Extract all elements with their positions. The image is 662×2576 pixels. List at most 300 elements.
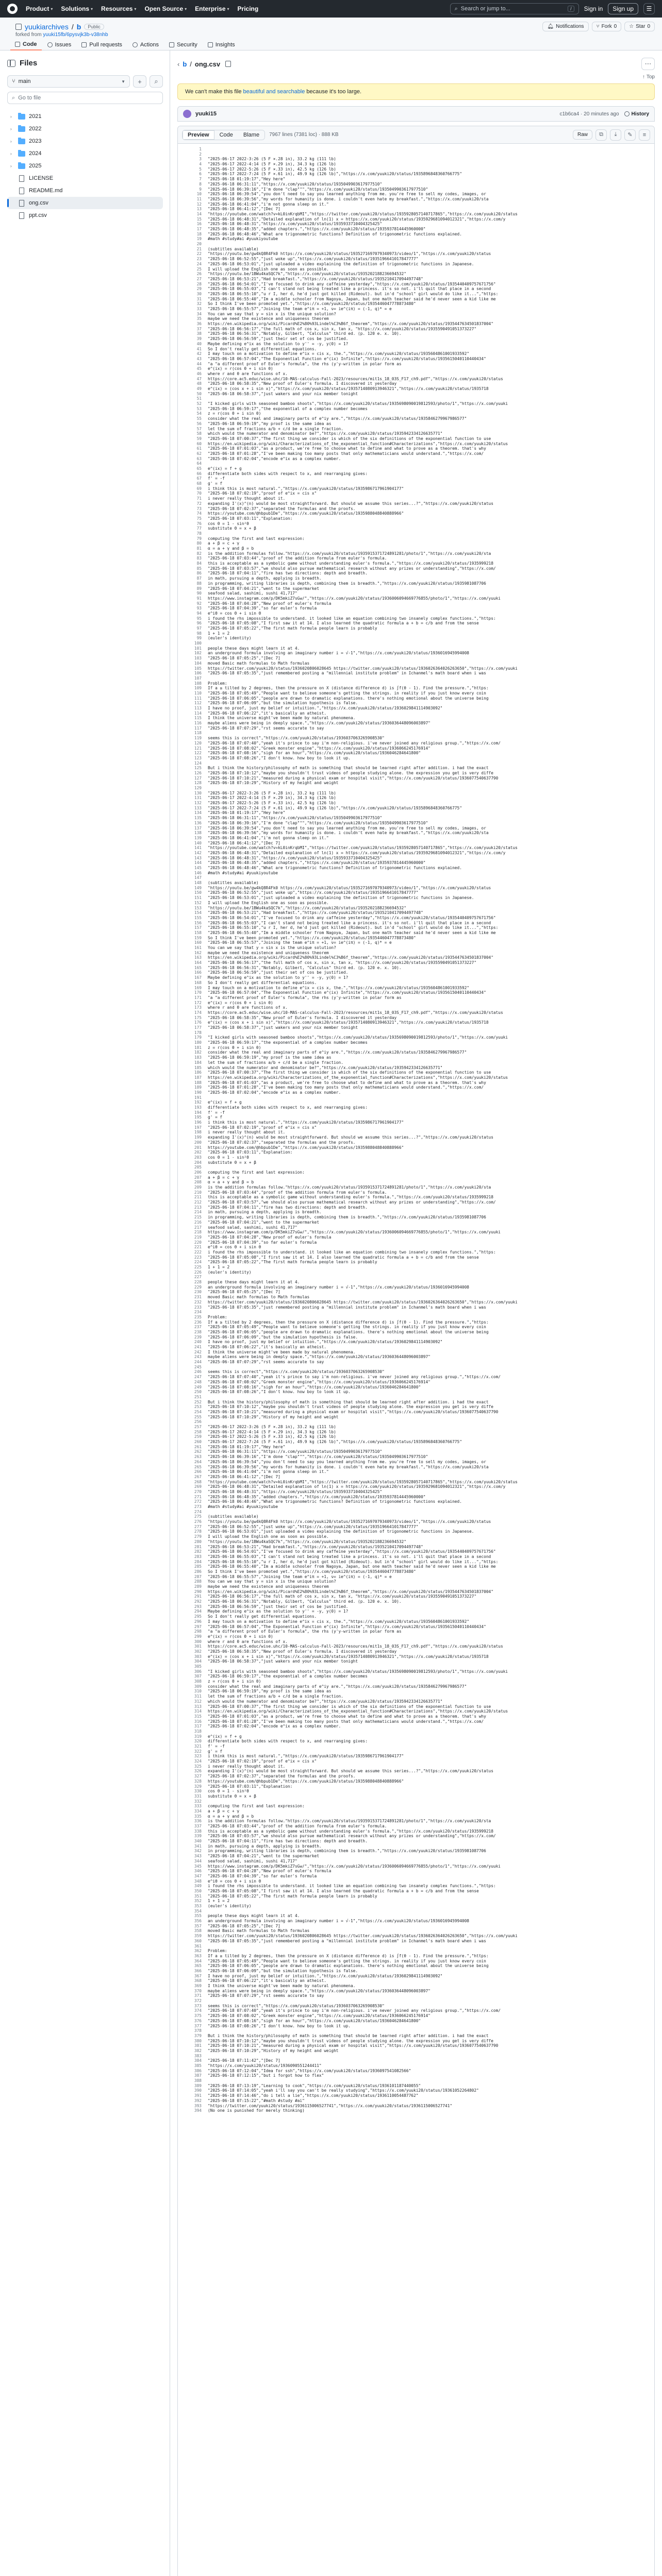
line-number[interactable]: 249 bbox=[194, 1384, 202, 1389]
line-number[interactable]: 100 bbox=[194, 641, 202, 646]
line-number[interactable]: 244 bbox=[194, 1360, 202, 1365]
search-files-button[interactable] bbox=[150, 75, 163, 88]
line-number[interactable]: 212 bbox=[194, 1200, 202, 1205]
line-number[interactable]: 384 bbox=[194, 2058, 202, 2063]
line-number[interactable]: 333 bbox=[194, 1804, 202, 1809]
line-number[interactable]: 316 bbox=[194, 1719, 202, 1724]
line-number[interactable]: 251 bbox=[194, 1394, 202, 1399]
avatar[interactable] bbox=[183, 110, 191, 118]
tree-file[interactable] bbox=[7, 197, 163, 209]
line-number[interactable]: 357 bbox=[194, 1923, 202, 1928]
line-number[interactable]: 297 bbox=[194, 1624, 202, 1629]
line-number[interactable]: 26 bbox=[196, 272, 202, 277]
line-number[interactable]: 110 bbox=[194, 690, 202, 696]
sidebar-expand-icon[interactable]: ‹ bbox=[177, 60, 180, 68]
symbols-panel-icon[interactable]: ≡ bbox=[639, 129, 650, 141]
line-number[interactable]: 331 bbox=[194, 1793, 202, 1799]
line-number[interactable]: 286 bbox=[194, 1569, 202, 1574]
line-number[interactable]: 376 bbox=[194, 2018, 202, 2023]
line-number[interactable]: 303 bbox=[194, 1654, 202, 1659]
nav-enterprise[interactable]: Enterprise ▾ bbox=[195, 5, 229, 12]
line-number[interactable]: 338 bbox=[194, 1828, 202, 1834]
line-number[interactable]: 320 bbox=[194, 1739, 202, 1744]
line-number[interactable]: 310 bbox=[194, 1689, 202, 1694]
line-number[interactable]: 15 bbox=[196, 216, 202, 222]
line-number[interactable]: 85 bbox=[196, 566, 202, 571]
forked-from-link[interactable]: yuuki15fb/6pysvjk3b-v38nhb bbox=[43, 32, 108, 38]
line-number[interactable]: 114 bbox=[194, 710, 202, 716]
line-number[interactable]: 280 bbox=[194, 1539, 202, 1544]
line-number[interactable]: 314 bbox=[194, 1709, 202, 1714]
line-number[interactable]: 102 bbox=[194, 651, 202, 656]
line-number[interactable]: 8 bbox=[199, 181, 202, 187]
line-number[interactable]: 385 bbox=[194, 2063, 202, 2068]
line-number[interactable]: 323 bbox=[194, 1754, 202, 1759]
line-number[interactable]: 214 bbox=[194, 1210, 202, 1215]
line-number[interactable]: 198 bbox=[194, 1130, 202, 1135]
tab-pull-requests[interactable]: Pull requests bbox=[77, 39, 127, 50]
line-number[interactable]: 187 bbox=[194, 1075, 202, 1080]
line-number[interactable]: 181 bbox=[194, 1045, 202, 1050]
line-number[interactable]: 17 bbox=[196, 227, 202, 231]
line-number[interactable]: 150 bbox=[194, 890, 202, 895]
line-number[interactable]: 73 bbox=[196, 506, 202, 511]
line-number[interactable]: 269 bbox=[194, 1484, 202, 1489]
line-number[interactable]: 322 bbox=[194, 1749, 202, 1754]
line-number[interactable]: 210 bbox=[194, 1190, 202, 1195]
line-number[interactable]: 292 bbox=[194, 1599, 202, 1604]
line-number[interactable]: 350 bbox=[194, 1888, 202, 1893]
tree-file[interactable] bbox=[7, 172, 163, 184]
line-number[interactable]: 254 bbox=[194, 1409, 202, 1414]
line-number[interactable]: 208 bbox=[194, 1180, 202, 1185]
line-number[interactable]: 60 bbox=[196, 441, 202, 446]
line-number[interactable]: 277 bbox=[194, 1524, 202, 1529]
line-number[interactable]: 344 bbox=[194, 1858, 202, 1863]
line-number[interactable]: 48 bbox=[196, 381, 202, 386]
line-number[interactable]: 154 bbox=[194, 910, 202, 916]
line-number[interactable]: 226 bbox=[194, 1269, 202, 1275]
line-number[interactable]: 262 bbox=[194, 1449, 202, 1454]
line-number[interactable]: 209 bbox=[194, 1185, 202, 1190]
line-number[interactable]: 39 bbox=[196, 336, 202, 342]
line-number[interactable]: 160 bbox=[194, 940, 202, 945]
line-number[interactable]: 155 bbox=[194, 915, 202, 920]
line-number[interactable]: 9 bbox=[199, 187, 202, 192]
nav-open-source[interactable]: Open Source ▾ bbox=[144, 5, 187, 12]
line-number[interactable]: 319 bbox=[194, 1734, 202, 1739]
line-number[interactable]: 41 bbox=[196, 346, 202, 351]
line-number[interactable]: 47 bbox=[196, 376, 202, 381]
line-number[interactable]: 380 bbox=[194, 2038, 202, 2043]
line-number[interactable]: 63 bbox=[196, 456, 202, 461]
line-number[interactable]: 252 bbox=[194, 1399, 202, 1404]
tree-file[interactable] bbox=[7, 209, 163, 222]
line-number[interactable]: 56 bbox=[196, 421, 202, 426]
line-number[interactable]: 307 bbox=[194, 1674, 202, 1679]
line-number[interactable]: 309 bbox=[194, 1684, 202, 1689]
line-number[interactable]: 288 bbox=[194, 1579, 202, 1584]
line-number[interactable]: 33 bbox=[196, 307, 202, 311]
line-number[interactable]: 374 bbox=[194, 2008, 202, 2013]
line-number[interactable]: 125 bbox=[194, 766, 202, 771]
line-number[interactable]: 230 bbox=[194, 1290, 202, 1295]
line-number[interactable]: 11 bbox=[196, 196, 202, 201]
line-number[interactable]: 129 bbox=[194, 786, 202, 790]
line-number[interactable]: 349 bbox=[194, 1884, 202, 1889]
line-number[interactable]: 378 bbox=[194, 2028, 202, 2033]
line-number[interactable]: 302 bbox=[194, 1649, 202, 1654]
line-number[interactable]: 27 bbox=[196, 276, 202, 281]
line-number[interactable]: 25 bbox=[196, 266, 202, 272]
line-number[interactable]: 111 bbox=[194, 696, 202, 701]
line-number[interactable]: 247 bbox=[194, 1375, 202, 1380]
line-number[interactable]: 313 bbox=[194, 1704, 202, 1709]
line-number[interactable]: 16 bbox=[196, 222, 202, 227]
line-number[interactable]: 106 bbox=[194, 671, 202, 676]
line-number[interactable]: 201 bbox=[194, 1145, 202, 1150]
tree-folder[interactable] bbox=[7, 123, 163, 135]
line-number[interactable]: 176 bbox=[194, 1020, 202, 1025]
line-number[interactable]: 342 bbox=[194, 1849, 202, 1854]
tree-folder[interactable] bbox=[7, 110, 163, 123]
line-number[interactable]: 57 bbox=[196, 426, 202, 431]
line-number[interactable]: 389 bbox=[194, 2083, 202, 2088]
line-number[interactable]: 38 bbox=[196, 331, 202, 336]
line-number[interactable]: 143 bbox=[194, 855, 202, 860]
notifications-button[interactable]: 🔔︎ Notifications bbox=[542, 22, 588, 31]
line-number[interactable]: 49 bbox=[196, 386, 202, 391]
tree-folder[interactable] bbox=[7, 135, 163, 147]
line-number[interactable]: 127 bbox=[194, 775, 202, 781]
line-number[interactable]: 256 bbox=[194, 1419, 202, 1425]
line-number[interactable]: 205 bbox=[194, 1165, 202, 1170]
line-number[interactable]: 167 bbox=[194, 975, 202, 980]
line-number[interactable]: 168 bbox=[194, 980, 202, 985]
line-number[interactable]: 105 bbox=[194, 666, 202, 671]
line-number[interactable]: 253 bbox=[194, 1404, 202, 1410]
line-number[interactable]: 174 bbox=[194, 1010, 202, 1015]
tree-folder[interactable] bbox=[7, 160, 163, 172]
line-number[interactable]: 196 bbox=[194, 1120, 202, 1125]
copy-path-icon[interactable] bbox=[225, 61, 231, 67]
line-number[interactable]: 358 bbox=[194, 1928, 202, 1934]
line-number[interactable]: 35 bbox=[196, 316, 202, 321]
line-number[interactable]: 175 bbox=[194, 1015, 202, 1020]
line-number[interactable]: 274 bbox=[194, 1509, 202, 1514]
line-number[interactable]: 318 bbox=[194, 1728, 202, 1734]
line-number[interactable]: 326 bbox=[194, 1769, 202, 1774]
line-number[interactable]: 282 bbox=[194, 1549, 202, 1554]
line-number[interactable]: 329 bbox=[194, 1784, 202, 1789]
line-number[interactable]: 231 bbox=[194, 1295, 202, 1300]
line-number[interactable]: 291 bbox=[194, 1594, 202, 1599]
line-number[interactable]: 386 bbox=[194, 2068, 202, 2073]
line-number[interactable]: 383 bbox=[194, 2053, 202, 2058]
line-number[interactable]: 300 bbox=[194, 1639, 202, 1644]
line-number[interactable]: 393 bbox=[194, 2103, 202, 2108]
code-button[interactable]: Code bbox=[214, 130, 238, 140]
line-number[interactable]: 362 bbox=[194, 1948, 202, 1954]
line-number[interactable]: 75 bbox=[196, 516, 202, 521]
line-number[interactable]: 355 bbox=[194, 1913, 202, 1919]
line-number[interactable]: 152 bbox=[194, 900, 202, 905]
line-number[interactable]: 172 bbox=[194, 1000, 202, 1005]
line-number[interactable]: 22 bbox=[196, 251, 202, 257]
line-number[interactable]: 235 bbox=[194, 1314, 202, 1319]
add-file-button[interactable] bbox=[133, 75, 146, 88]
line-number[interactable]: 124 bbox=[194, 760, 202, 766]
line-number[interactable]: 354 bbox=[194, 1908, 202, 1913]
repo-owner-link[interactable]: yuukiarchives bbox=[25, 23, 69, 31]
line-number[interactable]: 13 bbox=[196, 207, 202, 212]
line-number[interactable]: 267 bbox=[194, 1474, 202, 1479]
breadcrumb-repo-link[interactable]: b bbox=[183, 60, 187, 68]
line-number[interactable]: 229 bbox=[194, 1284, 202, 1290]
line-number[interactable]: 257 bbox=[194, 1425, 202, 1429]
line-number[interactable]: 142 bbox=[194, 850, 202, 855]
line-number[interactable]: 197 bbox=[194, 1125, 202, 1130]
line-number[interactable]: 134 bbox=[194, 810, 202, 816]
nav-pricing[interactable]: Pricing bbox=[237, 5, 259, 12]
line-number[interactable]: 219 bbox=[194, 1234, 202, 1240]
line-number[interactable]: 34 bbox=[196, 311, 202, 316]
star-button[interactable]: ☆ Star 0 bbox=[624, 22, 655, 31]
line-number[interactable]: 131 bbox=[194, 795, 202, 801]
line-number[interactable]: 265 bbox=[194, 1464, 202, 1469]
line-number[interactable]: 20 bbox=[196, 242, 202, 247]
line-number[interactable]: 179 bbox=[194, 1035, 202, 1040]
line-number[interactable]: 122 bbox=[194, 751, 202, 756]
line-number[interactable]: 334 bbox=[194, 1808, 202, 1814]
line-number[interactable]: 237 bbox=[194, 1325, 202, 1330]
line-number[interactable]: 299 bbox=[194, 1634, 202, 1639]
line-number[interactable]: 3 bbox=[199, 157, 202, 162]
line-number[interactable]: 74 bbox=[196, 511, 202, 516]
line-number[interactable]: 45 bbox=[196, 366, 202, 371]
line-number[interactable]: 58 bbox=[196, 431, 202, 436]
edit-icon[interactable]: ✎ bbox=[624, 129, 636, 141]
line-number[interactable]: 4 bbox=[199, 162, 202, 167]
line-number[interactable]: 128 bbox=[194, 781, 202, 786]
line-number[interactable]: 324 bbox=[194, 1759, 202, 1764]
beautiful-searchable-link[interactable]: beautiful and searchable bbox=[243, 89, 305, 95]
line-number[interactable]: 258 bbox=[194, 1429, 202, 1434]
line-number[interactable]: 166 bbox=[194, 970, 202, 975]
line-number[interactable]: 145 bbox=[194, 866, 202, 870]
line-number[interactable]: 165 bbox=[194, 965, 202, 970]
line-number[interactable]: 87 bbox=[196, 576, 202, 581]
line-number[interactable]: 275 bbox=[194, 1514, 202, 1519]
line-number[interactable]: 260 bbox=[194, 1439, 202, 1445]
line-number[interactable]: 171 bbox=[194, 995, 202, 1000]
line-number[interactable]: 52 bbox=[196, 401, 202, 406]
fork-button[interactable]: ⑂ Fork 0 bbox=[592, 22, 622, 31]
line-number[interactable]: 345 bbox=[194, 1863, 202, 1869]
tab-actions[interactable]: Actions bbox=[128, 39, 163, 50]
line-number[interactable]: 79 bbox=[196, 536, 202, 541]
line-number[interactable]: 211 bbox=[194, 1195, 202, 1200]
line-number[interactable]: 360 bbox=[194, 1938, 202, 1943]
line-number[interactable]: 228 bbox=[194, 1280, 202, 1285]
line-number[interactable]: 184 bbox=[194, 1060, 202, 1065]
line-number[interactable]: 312 bbox=[194, 1699, 202, 1704]
line-number[interactable]: 379 bbox=[194, 2033, 202, 2038]
line-number[interactable]: 268 bbox=[194, 1479, 202, 1484]
line-number[interactable]: 192 bbox=[194, 1100, 202, 1105]
line-number[interactable]: 130 bbox=[194, 790, 202, 795]
line-number[interactable]: 163 bbox=[194, 955, 202, 960]
line-number[interactable]: 363 bbox=[194, 1953, 202, 1958]
line-number[interactable]: 368 bbox=[194, 1978, 202, 1984]
line-number[interactable]: 103 bbox=[194, 656, 202, 661]
line-number[interactable]: 66 bbox=[196, 471, 202, 476]
line-number[interactable]: 149 bbox=[194, 885, 202, 890]
line-number[interactable]: 93 bbox=[196, 606, 202, 611]
line-number[interactable]: 67 bbox=[196, 476, 202, 481]
line-number[interactable]: 270 bbox=[194, 1489, 202, 1494]
line-number[interactable]: 394 bbox=[194, 2108, 202, 2113]
line-number[interactable]: 352 bbox=[194, 1899, 202, 1904]
line-number[interactable]: 207 bbox=[194, 1175, 202, 1180]
line-number[interactable]: 21 bbox=[196, 246, 202, 251]
line-number[interactable]: 50 bbox=[196, 391, 202, 396]
line-number[interactable]: 233 bbox=[194, 1304, 202, 1310]
line-number[interactable]: 120 bbox=[194, 740, 202, 745]
line-number[interactable]: 185 bbox=[194, 1065, 202, 1070]
line-number[interactable]: 224 bbox=[194, 1260, 202, 1265]
line-number[interactable]: 293 bbox=[194, 1604, 202, 1609]
line-number[interactable]: 388 bbox=[194, 2078, 202, 2083]
line-number[interactable]: 62 bbox=[196, 451, 202, 456]
line-number[interactable]: 113 bbox=[194, 706, 202, 710]
line-number[interactable]: 188 bbox=[194, 1080, 202, 1085]
line-number[interactable]: 77 bbox=[196, 526, 202, 531]
line-number[interactable]: 353 bbox=[194, 1904, 202, 1908]
line-number[interactable]: 372 bbox=[194, 1998, 202, 2004]
line-number[interactable]: 71 bbox=[196, 496, 202, 501]
line-number[interactable]: 272 bbox=[194, 1499, 202, 1504]
line-number[interactable]: 164 bbox=[194, 960, 202, 965]
line-number[interactable]: 215 bbox=[194, 1215, 202, 1220]
line-number[interactable]: 356 bbox=[194, 1919, 202, 1924]
commit-author-link[interactable]: yuuki15 bbox=[195, 111, 217, 117]
line-number[interactable]: 305 bbox=[194, 1664, 202, 1669]
line-number[interactable]: 89 bbox=[196, 586, 202, 591]
line-number[interactable]: 70 bbox=[196, 491, 202, 496]
download-icon[interactable]: ⤓ bbox=[610, 129, 621, 141]
line-number[interactable]: 144 bbox=[194, 860, 202, 866]
line-number[interactable]: 40 bbox=[196, 341, 202, 346]
commit-meta[interactable]: c1b6ca4 · 20 minutes ago bbox=[559, 111, 619, 117]
line-number[interactable]: 248 bbox=[194, 1379, 202, 1384]
line-number[interactable]: 391 bbox=[194, 2093, 202, 2098]
line-number[interactable]: 46 bbox=[196, 371, 202, 376]
preview-button[interactable]: Preview bbox=[183, 130, 214, 140]
line-number[interactable]: 304 bbox=[194, 1659, 202, 1664]
line-number[interactable]: 278 bbox=[194, 1529, 202, 1534]
line-number[interactable]: 28 bbox=[196, 281, 202, 286]
top-link[interactable]: ↑ Top bbox=[642, 74, 655, 80]
line-number[interactable]: 158 bbox=[194, 930, 202, 935]
line-number[interactable]: 180 bbox=[194, 1040, 202, 1045]
line-number[interactable]: 132 bbox=[194, 801, 202, 806]
go-to-file-input[interactable]: ⌕ Go to file bbox=[7, 92, 163, 104]
line-number[interactable]: 263 bbox=[194, 1454, 202, 1460]
line-number[interactable]: 266 bbox=[194, 1469, 202, 1475]
line-number[interactable]: 72 bbox=[196, 501, 202, 506]
line-number[interactable]: 281 bbox=[194, 1544, 202, 1549]
line-number[interactable]: 109 bbox=[194, 686, 202, 691]
line-number[interactable]: 347 bbox=[194, 1873, 202, 1878]
line-number[interactable]: 213 bbox=[194, 1205, 202, 1210]
blame-button[interactable]: Blame bbox=[238, 130, 264, 140]
line-number[interactable]: 367 bbox=[194, 1973, 202, 1978]
line-number[interactable]: 328 bbox=[194, 1778, 202, 1784]
line-number[interactable]: 32 bbox=[196, 301, 202, 307]
line-number[interactable]: 141 bbox=[194, 845, 202, 851]
line-number[interactable]: 250 bbox=[194, 1389, 202, 1395]
line-number[interactable]: 147 bbox=[194, 875, 202, 880]
line-number[interactable]: 203 bbox=[194, 1155, 202, 1160]
line-number[interactable]: 94 bbox=[196, 611, 202, 616]
line-number[interactable]: 161 bbox=[194, 945, 202, 950]
line-number[interactable]: 44 bbox=[196, 361, 202, 366]
line-number[interactable]: 95 bbox=[196, 616, 202, 621]
more-options-icon[interactable]: ⋯ bbox=[641, 58, 655, 70]
line-number[interactable]: 53 bbox=[196, 406, 202, 411]
line-number[interactable]: 343 bbox=[194, 1854, 202, 1859]
line-number[interactable]: 116 bbox=[194, 721, 202, 726]
line-number[interactable]: 170 bbox=[194, 990, 202, 995]
line-number[interactable]: 135 bbox=[194, 816, 202, 821]
line-number[interactable]: 59 bbox=[196, 436, 202, 441]
line-number[interactable]: 83 bbox=[196, 556, 202, 561]
line-number[interactable]: 264 bbox=[194, 1459, 202, 1464]
line-number[interactable]: 139 bbox=[194, 835, 202, 840]
line-number[interactable]: 24 bbox=[196, 261, 202, 266]
line-number[interactable]: 381 bbox=[194, 2043, 202, 2048]
line-number[interactable]: 225 bbox=[194, 1265, 202, 1269]
line-number[interactable]: 373 bbox=[194, 2003, 202, 2008]
line-number[interactable]: 177 bbox=[194, 1025, 202, 1030]
nav-product[interactable]: Product ▾ bbox=[26, 5, 53, 12]
line-number[interactable]: 308 bbox=[194, 1679, 202, 1684]
line-number[interactable]: 112 bbox=[194, 701, 202, 706]
line-number[interactable]: 241 bbox=[194, 1345, 202, 1349]
line-number[interactable]: 246 bbox=[194, 1369, 202, 1375]
line-number[interactable]: 10 bbox=[196, 192, 202, 197]
line-number[interactable]: 346 bbox=[194, 1869, 202, 1874]
line-number[interactable]: 137 bbox=[194, 825, 202, 831]
line-number[interactable]: 1 bbox=[199, 147, 202, 151]
line-number[interactable]: 298 bbox=[194, 1629, 202, 1634]
line-number[interactable]: 387 bbox=[194, 2073, 202, 2078]
line-number[interactable]: 339 bbox=[194, 1834, 202, 1839]
line-number[interactable]: 279 bbox=[194, 1534, 202, 1539]
line-number[interactable]: 146 bbox=[194, 870, 202, 875]
line-number[interactable]: 68 bbox=[196, 481, 202, 486]
line-number[interactable]: 220 bbox=[194, 1240, 202, 1245]
line-number[interactable]: 107 bbox=[194, 675, 202, 681]
line-number[interactable]: 99 bbox=[196, 636, 202, 641]
line-number[interactable]: 327 bbox=[194, 1774, 202, 1779]
line-number[interactable]: 222 bbox=[194, 1249, 202, 1255]
nav-resources[interactable]: Resources ▾ bbox=[101, 5, 137, 12]
line-number[interactable]: 284 bbox=[194, 1559, 202, 1564]
line-number[interactable]: 361 bbox=[194, 1943, 202, 1948]
line-number[interactable]: 61 bbox=[196, 446, 202, 451]
